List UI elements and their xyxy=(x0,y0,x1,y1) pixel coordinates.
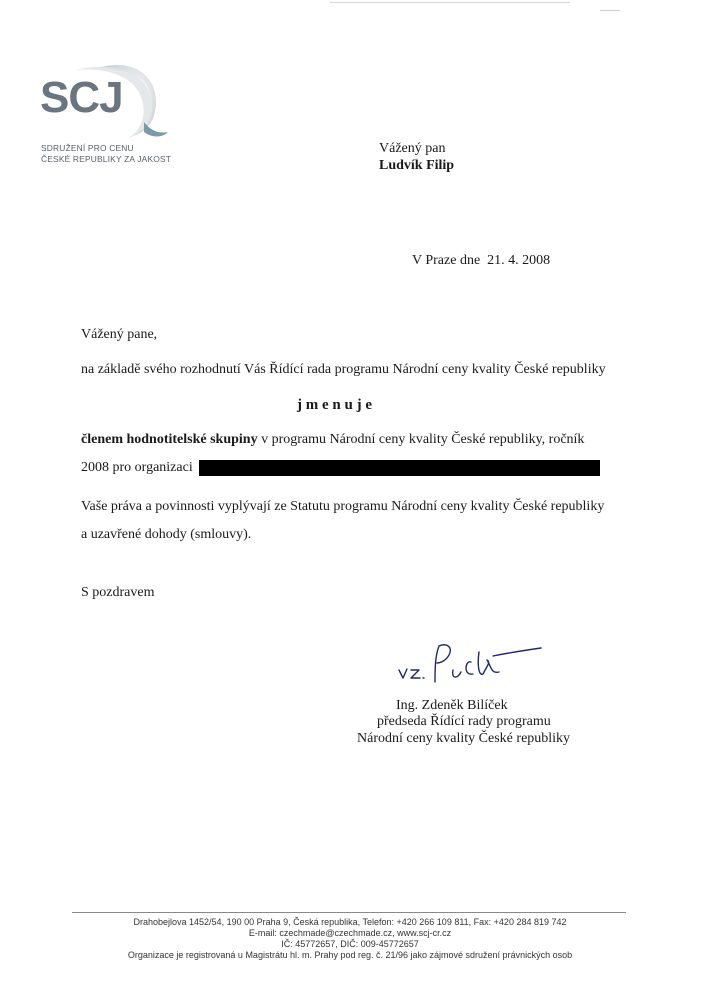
logo-subtitle-line1: SDRUŽENÍ PRO CENU xyxy=(41,143,134,153)
paragraph-3-line1: Vaše práva a povinnosti vyplývají ze Statutu programu Národní ceny kvality České republiky xyxy=(81,499,605,514)
recipient-salutation: Vážený pan xyxy=(379,141,446,156)
paragraph-2-rest: v programu Národní ceny kvality České republiky, ročník xyxy=(261,432,585,447)
scan-artifact xyxy=(600,10,620,11)
footer-registration: Organizace je registrovaná u Magistrátu hl. m. Prahy pod reg. č. 21/96 jako zájmové sdružení právnických osob xyxy=(127,950,573,960)
signatory-role-line1: předseda Řídící rady programu xyxy=(377,714,551,729)
signatory-role-line2: Národní ceny kvality České republiky xyxy=(357,731,571,746)
footer-address: Drahobejlova 1452/54, 190 00 Praha 9, Česká republika, Telefon: +420 266 109 811, Fax: +420 284 819 742 xyxy=(133,917,567,927)
paragraph-3-line2: a uzavřené dohody (smlouvy). xyxy=(81,527,252,542)
paragraph-2-line1 xyxy=(81,433,584,447)
paragraph-1: na základě svého rozhodnutí Vás Řídící rada programu Národní ceny kvality České republiky xyxy=(81,362,606,377)
footer-ids: IČ: 45772657, DIČ: 009-45772657 xyxy=(281,939,419,949)
appoints-heading: j m e n u j e xyxy=(297,397,372,413)
signature-image xyxy=(395,636,545,686)
logo-subtitle-line2: ČESKÉ REPUBLIKY ZA JAKOST xyxy=(41,154,172,164)
footer-divider xyxy=(72,912,626,913)
footer-contact: E-mail: czechmade@czechmade.cz, www.scj-cr.cz xyxy=(248,928,452,938)
paragraph-2-line2: 2008 pro organizaci xyxy=(81,460,193,475)
logo-letters: SCJ xyxy=(40,73,123,122)
closing: S pozdravem xyxy=(81,585,155,600)
date-line: V Praze dne 21. 4. 2008 xyxy=(412,253,551,268)
greeting: Vážený pane, xyxy=(81,327,158,342)
recipient-name: Ludvík Filip xyxy=(379,158,455,173)
scj-logo xyxy=(36,60,176,170)
paragraph-2-bold: členem hodnotitelské skupiny xyxy=(81,432,258,447)
redaction-bar xyxy=(199,460,600,476)
scan-artifact xyxy=(330,2,570,3)
signatory-name: Ing. Zdeněk Bilíček xyxy=(396,698,508,713)
handwritten-signature xyxy=(395,636,545,686)
